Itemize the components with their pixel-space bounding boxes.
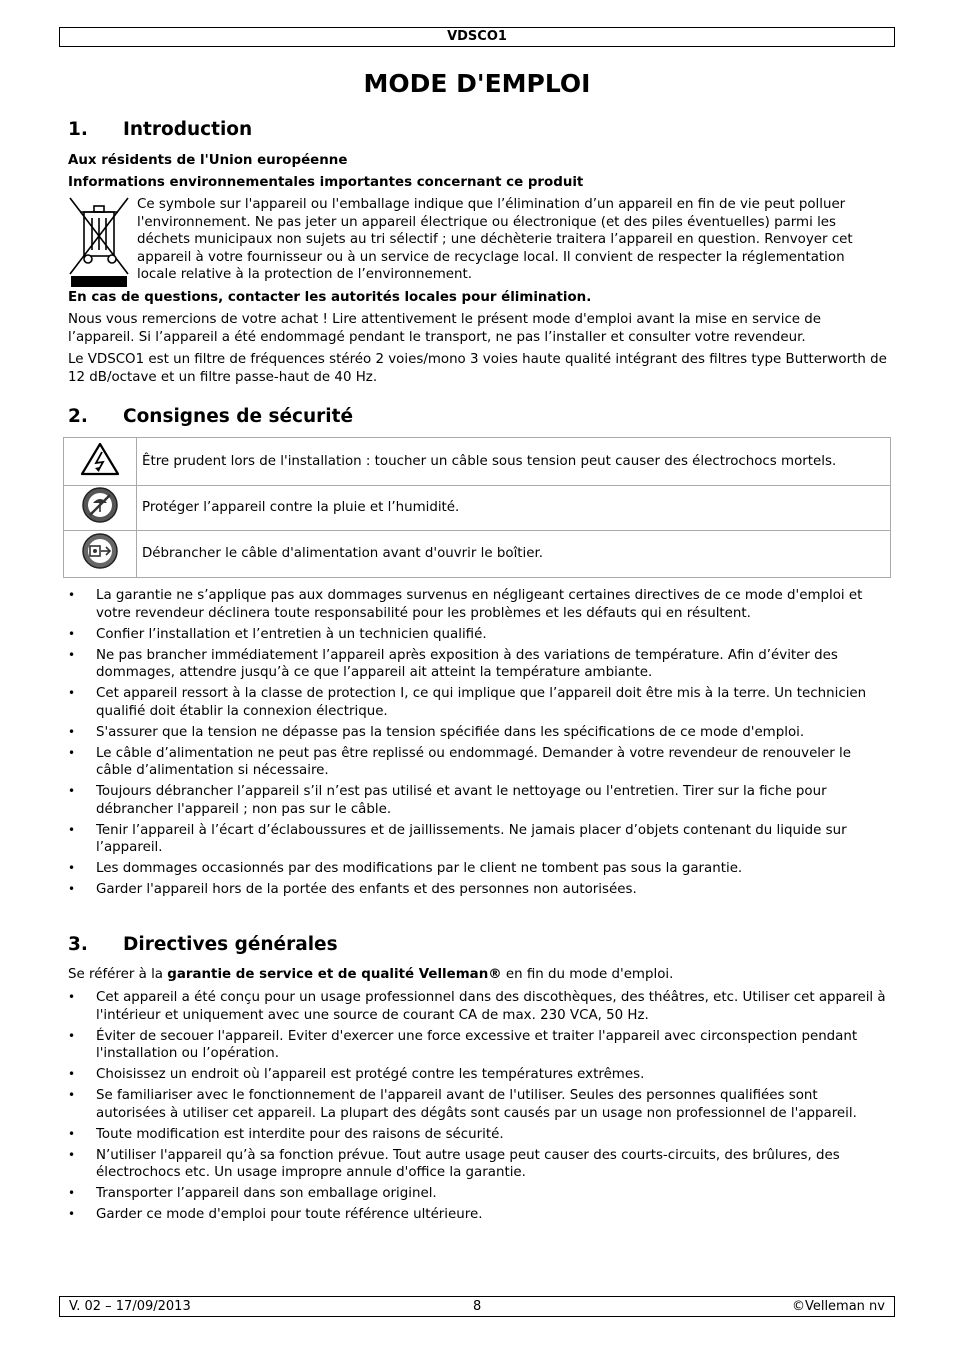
intro-paragraph-product: Le VDSCO1 est un filtre de fréquences stéréo 2 voies/mono 3 voies haute qualité intégrant des filtres type Butterworth de 12 dB/octave et un filtre passe-haut de 40 Hz. bbox=[68, 352, 887, 385]
list-item: • Se familiariser avec le fonctionnement de l'appareil avant de l'utiliser. Seules des personnes qualifiées sont autorisées à utiliser cet appareil. La plupart des dégâts sont causés par un usage non professionnel de l'appareil. bbox=[68, 1087, 888, 1122]
list-item: • Toute modification est interdite pour des raisons de sécurité. bbox=[68, 1126, 888, 1144]
section-heading-safety bbox=[68, 405, 353, 429]
safety-bullet-list bbox=[68, 587, 888, 902]
footer-version: V. 02 – 17/09/2013 bbox=[69, 1299, 191, 1314]
list-item: • S'assurer que la tension ne dépasse pas la tension spécifiée dans les spécifications de ce mode d'emploi. bbox=[68, 724, 888, 742]
safety-text: Débrancher le câble d'alimentation avant d'ouvrir le boîtier. bbox=[137, 531, 891, 578]
unplug-before-opening-icon bbox=[81, 559, 119, 574]
warranty-reference-pre: Se référer à la bbox=[68, 967, 168, 982]
section-title: Directives générales bbox=[123, 934, 338, 955]
safety-table bbox=[63, 437, 891, 578]
list-item: • Cet appareil ressort à la classe de protection I, ce qui implique que l’appareil doit être mis à la terre. Un technicien qualifié doit établir la connexion électrique. bbox=[68, 685, 888, 720]
weee-description: Ce symbole sur l'appareil ou l'emballage indique que l’élimination d’un appareil en fin de vie peut polluer l'environnement. Ne pas jeter un appareil électrique ou électronique (et des piles éventuelles) parmi les déchets municipaux non sujets au tri sélectif ; une déchèterie traitera l’appareil en question. Renvoyer cet appareil à votre fournisseur ou à un service de recyclage local. Il convient de respecter la réglementation locale relative à la protection de l’environnement. bbox=[137, 197, 853, 282]
list-item: • Le câble d’alimentation ne peut pas être replissé ou endommagé. Demander à votre revendeur de renouveler le câble d’alimentation si nécessaire. bbox=[68, 745, 888, 780]
warranty-reference-bold: garantie de service et de qualité Velleman® bbox=[167, 967, 502, 982]
intro-paragraph-thanks: Nous vous remercions de votre achat ! Lire attentivement le présent mode d'emploi avant la mise en service de l’appareil. Si l’appareil a été endommagé pendant le transport, ne pas l’installer et consulter votre revendeur. bbox=[68, 312, 822, 345]
footer-copyright: ©Velleman nv bbox=[791, 1299, 885, 1314]
list-item: • Cet appareil a été conçu pour un usage professionnel dans des discothèques, des théâtres, etc. Utiliser cet appareil à l'intérieur et uniquement avec une source de courant CA de max. 230 VCA, 50 Hz. bbox=[68, 989, 888, 1024]
safety-icon-cell bbox=[64, 438, 137, 486]
section-heading-introduction bbox=[68, 118, 252, 142]
safety-text: Être prudent lors de l'installation : toucher un câble sous tension peut causer des électrochocs mortels. bbox=[137, 438, 891, 486]
high-voltage-warning-icon bbox=[80, 466, 120, 481]
list-item: • Confier l’installation et l’entretien à un technicien qualifié. bbox=[68, 626, 888, 644]
protect-from-rain-icon bbox=[81, 513, 119, 528]
weee-crossed-bin-icon bbox=[68, 196, 130, 288]
safety-row bbox=[64, 531, 891, 578]
page-header bbox=[59, 27, 895, 47]
list-item: • Toujours débrancher l’appareil s’il n’est pas utilisé et avant le nettoyage ou l'entretien. Tirer sur la fiche pour débrancher l'appareil ; non pas sur le câble. bbox=[68, 783, 888, 818]
safety-icon-cell bbox=[64, 486, 137, 531]
list-item: • Garder ce mode d'emploi pour toute référence ultérieure. bbox=[68, 1206, 888, 1224]
list-item: • Ne pas brancher immédiatement l’appareil après exposition à des variations de température. Afin d’éviter des dommages, attendre jusqu’à ce que l’appareil ait atteint la température ambiante. bbox=[68, 647, 888, 682]
footer-page-number: 8 bbox=[473, 1299, 482, 1314]
warranty-reference-post: en fin du mode d'emploi. bbox=[501, 967, 674, 982]
section-number: 1. bbox=[68, 119, 88, 140]
safety-icon-cell bbox=[64, 531, 137, 578]
list-item: • Tenir l’appareil à l’écart d’éclaboussures et de jaillissements. Ne jamais placer d’objets contenant du liquide sur l’appareil. bbox=[68, 822, 888, 857]
safety-row bbox=[64, 486, 891, 531]
section-title: Consignes de sécurité bbox=[123, 406, 354, 427]
env-info-label: Informations environnementales importantes concernant ce produit bbox=[68, 175, 584, 190]
section-number: 2. bbox=[68, 406, 88, 427]
safety-row bbox=[64, 438, 891, 486]
list-item: • La garantie ne s’applique pas aux dommages survenus en négligeant certaines directives de ce mode d'emploi et votre revendeur déclinera toute responsabilité pour les problèmes et les défauts qui en résultent. bbox=[68, 587, 888, 622]
list-item: • Choisissez un endroit où l’appareil est protégé contre les températures extrêmes. bbox=[68, 1066, 888, 1084]
section-heading-general bbox=[68, 933, 338, 957]
list-item: • Garder l'appareil hors de la portée des enfants et des personnes non autorisées. bbox=[68, 881, 888, 899]
general-bullet-list bbox=[68, 989, 888, 1227]
list-item: • Éviter de secouer l'appareil. Eviter d'exercer une force excessive et traiter l'appareil avec circonspection pendant l'installation ou l’opération. bbox=[68, 1028, 888, 1063]
contact-authorities-note: En cas de questions, contacter les autorités locales pour élimination. bbox=[68, 290, 592, 305]
eu-residents-label: Aux résidents de l'Union européenne bbox=[68, 153, 348, 168]
section-number: 3. bbox=[68, 934, 88, 955]
warranty-reference bbox=[68, 966, 888, 984]
section-title: Introduction bbox=[123, 119, 253, 140]
list-item: • Transporter l’appareil dans son emballage originel. bbox=[68, 1185, 888, 1203]
list-item: • N’utiliser l'appareil qu’à sa fonction prévue. Tout autre usage peut causer des courts-circuits, des brûlures, des électrochocs etc. Un usage impropre annule d'office la garantie. bbox=[68, 1147, 888, 1182]
list-item: • Les dommages occasionnés par des modifications par le client ne tombent pas sous la garantie. bbox=[68, 860, 888, 878]
page-title: MODE D'EMPLOI bbox=[363, 69, 591, 98]
page-footer bbox=[59, 1296, 895, 1317]
safety-text: Protéger l’appareil contre la pluie et l’humidité. bbox=[137, 486, 891, 531]
model-name: VDSCO1 bbox=[447, 29, 507, 44]
